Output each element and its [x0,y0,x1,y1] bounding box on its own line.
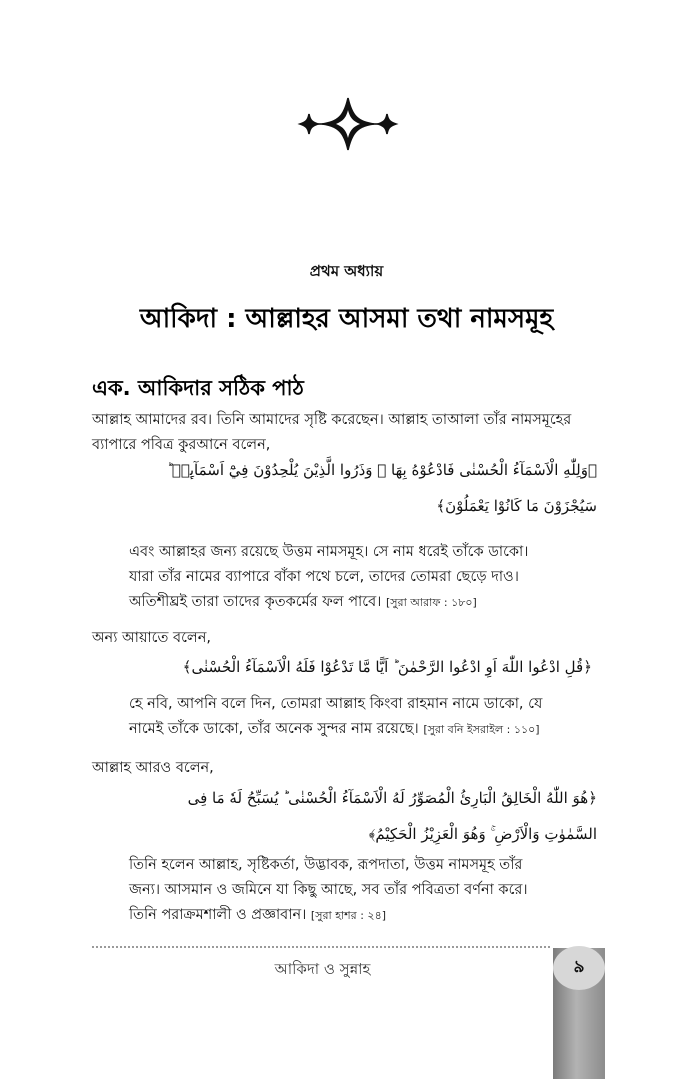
verse-2-translation-line-2: নামেই তাঁকে ডাকো, তাঁর অনেক সুন্দর নাম রয়েছে। [129,721,419,737]
verse-3-arabic [92,780,597,852]
verse-2-translation [129,692,599,742]
verse-2-translation-line-2-wrap [129,717,599,742]
verse-1-translation-line-2: যারা তাঁর নামের ব্যাপারে বাঁকা পথে চলে, তাদের তোমরা ছেড়ে দাও। [129,569,519,585]
ornament-icon [296,96,400,152]
verse-3-translation-line-1: তিনি হলেন আল্লাহ, সৃষ্টিকর্তা, উদ্ভাবক, রূপদাতা, উত্তম নামসমূহ তাঁর [129,857,523,873]
verse-3-translation [129,853,599,928]
verse-3-arabic-line-2: السَّمٰوٰتِ وَالْاَرْضِ ۚ وَهُوَ الْعَزِيْزُ الْحَكِيْمُ﴾ [368,825,597,843]
verse-2-reference: [সুরা বনি ইসরাইল : ১১০] [423,723,540,736]
verse-1-translation-line-3: অতিশীঘ্রই তারা তাদের কৃতকর্মের ফল পাবে। [129,594,382,610]
verse-3-lead: আল্লাহ আরও বলেন, [92,760,214,776]
verse-1-arabic-line-2: سَيُجْزَوْنَ مَا كَانُوْا يَعْمَلُوْنَ﴾ [436,497,597,515]
page-number: ৯ [573,957,585,977]
intro-line-1: আল্লাহ আমাদের রব। তিনি আমাদের সৃষ্টি করেছেন। আল্লাহ তাআলা তাঁর নামসমূহের [92,412,572,428]
verse-1-arabic [92,452,597,524]
intro-line-2: ব্যাপারে পবিত্র কুরআনে বলেন, [92,437,271,453]
verse-3-translation-line-2: জন্য। আসমান ও জমিনে যা কিছু আছে, সব তাঁর পবিত্রতা বর্ণনা করে। [129,882,528,898]
verse-1-translation-line-1: এবং আল্লাহর জন্য রয়েছে উত্তম নামসমূহ। সে নাম ধরেই তাঁকে ডাকো। [129,544,529,560]
verse-1-reference: [সুরা আরাফ : ১৮০] [385,596,477,609]
section-heading: এক. আকিদার সঠিক পাঠ [92,376,304,400]
verse-1-translation [129,540,599,615]
verse-1-translation-line-3-wrap [129,590,599,615]
verse-2-arabic-line-1: ﴿قُلِ ادْعُوا اللّٰهَ اَوِ ادْعُوا الرَّحْمٰنَ ؕ اَيًّا مَّا تَدْعُوْا فَلَهُ الْاَسْمَآءُ الْحُسْنٰى﴾ [182,658,592,676]
verse-3-reference: [সুরা হাশর : ২৪] [310,909,387,922]
verse-3-translation-line-3: তিনি পরাক্রমশালী ও প্রজ্ঞাবান। [129,907,307,923]
verse-2-arabic [92,649,592,685]
verse-1-arabic-line-1: ﴿وَلِلّٰهِ الْاَسْمَآءُ الْحُسْنٰى فَادْعُوْهُ بِهَا ۪ وَذَرُوا الَّذِيْنَ يُلْحِدُوْنَ فِيْٓ اَسْمَآىِٕهٖ ؕ [167,461,597,479]
chapter-title: আকিদা : আল্লাহর আসমা তথা নামসমূহ [139,304,554,334]
verse-2-lead: অন্য আয়াতে বলেন, [92,630,211,646]
footer-book-title: আকিদা ও সুন্নাহ [274,960,371,978]
footer-divider [92,946,550,948]
verse-3-translation-line-3-wrap [129,903,599,928]
verse-2-translation-line-1: হে নবি, আপনি বলে দিন, তোমরা আল্লাহ কিংবা রাহমান নামে ডাকো, যে [129,696,543,712]
verse-3-arabic-line-1: ﴿هُوَ اللّٰهُ الْخَالِقُ الْبَارِئُ الْمُصَوِّرُ لَهُ الْاَسْمَآءُ الْحُسْنٰى ؕ يُسَبِّحُ لَهٗ مَا فِى [187,789,597,807]
chapter-label: প্রথম অধ্যায় [309,262,384,280]
intro-paragraph [92,408,602,458]
